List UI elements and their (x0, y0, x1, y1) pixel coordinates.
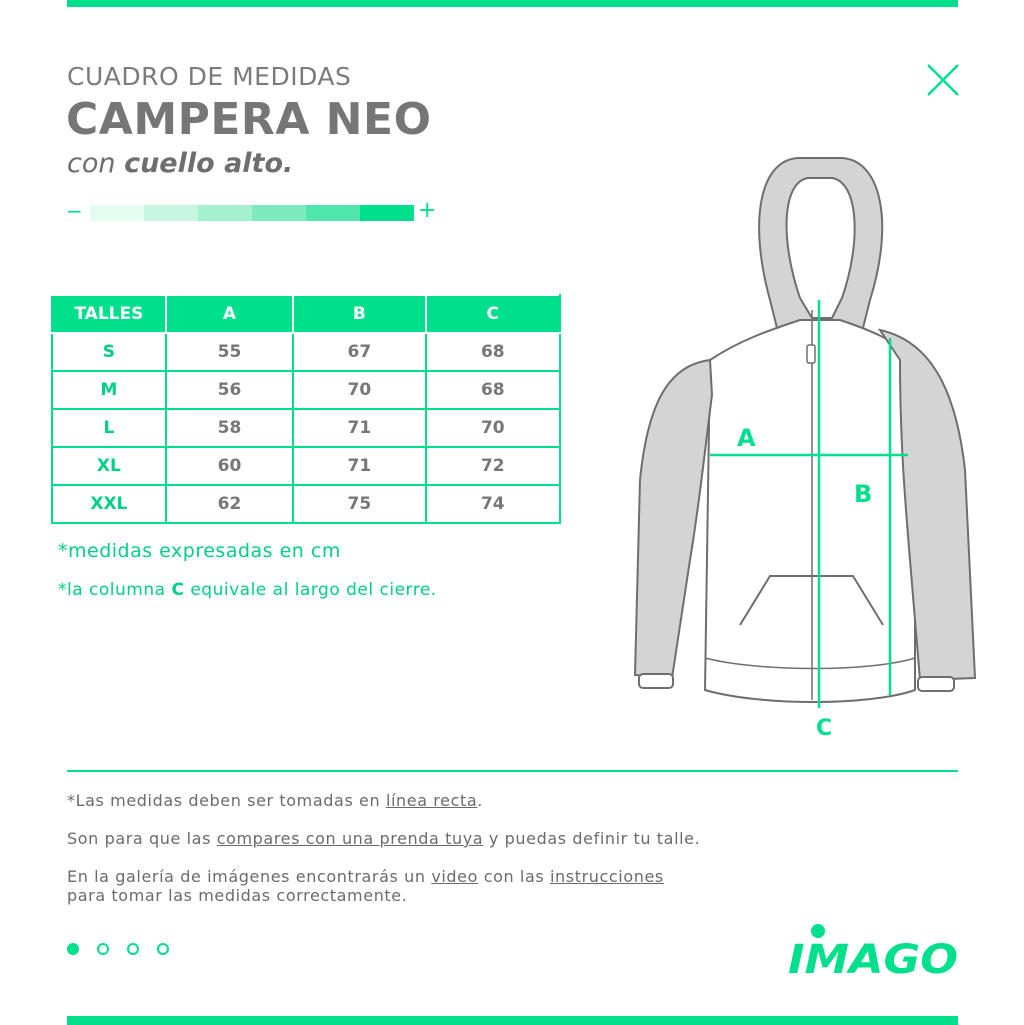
header-c: C (426, 295, 560, 333)
scale-segment (252, 205, 306, 221)
value-cell: 74 (426, 485, 560, 523)
left-sleeve (635, 360, 712, 678)
size-table-header (52, 295, 560, 333)
zipper-pull (807, 345, 815, 363)
table-row (52, 371, 560, 409)
info-line-1 (67, 791, 483, 810)
fit-scale (66, 198, 446, 223)
pagination-dot-3[interactable] (127, 943, 139, 955)
subtitle-light: con (67, 148, 116, 179)
value-cell: 60 (166, 447, 293, 485)
info-line-3 (67, 867, 947, 905)
table-row (52, 485, 560, 523)
info-line-2-prefix: Son para que las (67, 829, 212, 848)
table-row (52, 333, 560, 371)
link-linea-recta[interactable]: línea recta (385, 791, 478, 810)
table-row (52, 409, 560, 447)
subtitle-bold: cuello alto. (124, 148, 294, 179)
pagination-dot-1[interactable] (67, 943, 79, 955)
pagination-dot-2[interactable] (97, 943, 109, 955)
size-cell: S (52, 333, 166, 371)
close-button[interactable] (925, 62, 961, 98)
section-divider (67, 770, 958, 772)
scale-segment (306, 205, 360, 221)
left-cuff (639, 674, 673, 688)
hoodie-body (705, 320, 915, 702)
size-table (51, 294, 561, 524)
page-subtitle (67, 148, 293, 179)
hoodie-diagram (630, 150, 1000, 750)
scale-plus: + (418, 198, 437, 223)
info-line-2 (67, 829, 700, 848)
column-c-note-suffix: equivale al largo del cierre. (190, 580, 437, 600)
logo-dot (811, 924, 825, 938)
scale-segment (144, 205, 198, 221)
scale-segment (90, 205, 144, 221)
size-cell: M (52, 371, 166, 409)
column-c-note (58, 580, 437, 600)
measure-a-label: A (737, 424, 756, 452)
logo-text: IMAGO (788, 937, 958, 978)
info-line-1-prefix: *Las medidas deben ser tomadas en (67, 791, 381, 810)
size-cell: XL (52, 447, 166, 485)
pagination-dots (67, 942, 169, 956)
value-cell: 75 (293, 485, 425, 523)
link-instrucciones[interactable]: instrucciones (550, 867, 664, 886)
value-cell: 71 (293, 409, 425, 447)
value-cell: 71 (293, 447, 425, 485)
value-cell: 56 (166, 371, 293, 409)
bottom-accent-bar (67, 1016, 958, 1025)
info-line-1-suffix: . (477, 791, 483, 810)
measure-c-label: C (816, 716, 833, 741)
right-cuff (918, 677, 954, 691)
scale-segment (360, 205, 414, 221)
column-c-note-prefix: *la columna (58, 580, 166, 600)
measure-b-label: B (854, 480, 873, 508)
page-title: CAMPERA NEO (66, 94, 432, 145)
value-cell: 67 (293, 333, 425, 371)
page-kicker: CUADRO DE MEDIDAS (67, 62, 352, 91)
link-compares-prenda[interactable]: compares con una prenda tuya (216, 829, 484, 848)
close-icon (925, 62, 961, 98)
value-cell: 68 (426, 371, 560, 409)
value-cell: 62 (166, 485, 293, 523)
link-video[interactable]: video (431, 867, 479, 886)
value-cell: 72 (426, 447, 560, 485)
units-note: *medidas expresadas en cm (58, 540, 341, 562)
top-accent-bar (67, 0, 958, 7)
size-cell: XXL (52, 485, 166, 523)
size-cell: L (52, 409, 166, 447)
header-talles: TALLES (52, 295, 166, 333)
pagination-dot-4[interactable] (157, 943, 169, 955)
value-cell: 70 (293, 371, 425, 409)
scale-segment (198, 205, 252, 221)
header-a: A (166, 295, 293, 333)
info-line-3-mid: con las (483, 867, 545, 886)
info-line-2-suffix: y puedas definir tu talle. (488, 829, 701, 848)
info-line-3-prefix: En la galería de imágenes encontrarás un (67, 867, 426, 886)
column-c-letter: C (171, 580, 185, 600)
value-cell: 58 (166, 409, 293, 447)
table-row (52, 447, 560, 485)
value-cell: 70 (426, 409, 560, 447)
imago-logo (786, 922, 960, 978)
scale-minus: − (66, 199, 83, 223)
header-b: B (293, 295, 425, 333)
value-cell: 55 (166, 333, 293, 371)
value-cell: 68 (426, 333, 560, 371)
info-line-3-suffix: para tomar las medidas correctamente. (67, 886, 408, 905)
